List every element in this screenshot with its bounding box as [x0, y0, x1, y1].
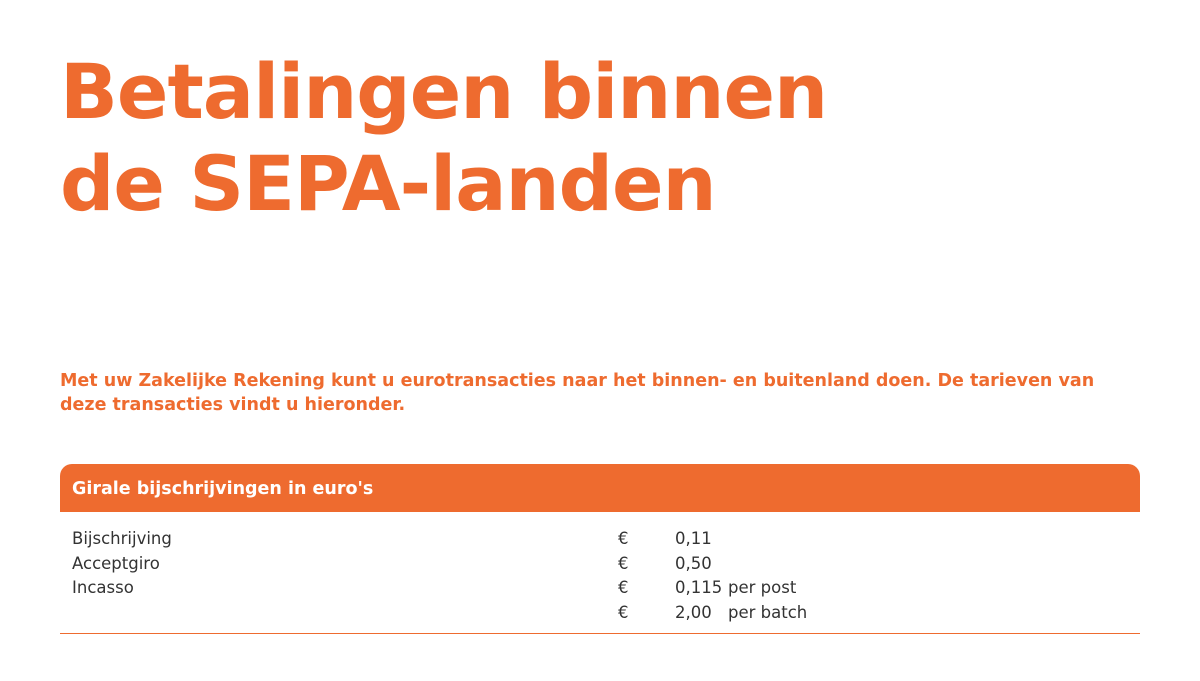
page-title: [60, 46, 1160, 230]
row-amount: 0,11: [675, 529, 712, 548]
row-unit: per post: [728, 578, 797, 597]
tariff-table: [60, 464, 1140, 635]
row-label: Bijschrijving: [72, 529, 172, 548]
intro-text: Met uw Zakelijke Rekening kunt u eurotransacties naar het binnen- en buitenland doen. De tarieven van deze transacties vindt u hieronder.: [60, 371, 1095, 415]
row-label: Incasso: [72, 578, 134, 597]
row-currency: €: [618, 602, 629, 622]
row-amount: 0,50: [675, 553, 712, 573]
row-currency: €: [618, 529, 629, 548]
table-row: [60, 576, 1140, 601]
row-currency: €: [618, 578, 629, 597]
row-amount: 0,115: [675, 578, 723, 597]
table-row: [60, 601, 1140, 626]
row-label: Acceptgiro: [72, 553, 160, 573]
table-row: [60, 552, 1140, 577]
row-unit: per batch: [728, 602, 808, 622]
tariff-table-rows: [60, 512, 1140, 635]
page-title-line-1: Betalingen binnen: [60, 47, 828, 136]
table-row: [60, 527, 1140, 552]
row-currency: €: [618, 553, 629, 573]
table-bottom-divider: [60, 633, 1140, 634]
row-amount: 2,00: [675, 602, 712, 622]
tariff-table-header: Girale bijschrijvingen in euro's: [60, 464, 1140, 512]
page-title-line-2: de SEPA-landen: [60, 139, 716, 228]
